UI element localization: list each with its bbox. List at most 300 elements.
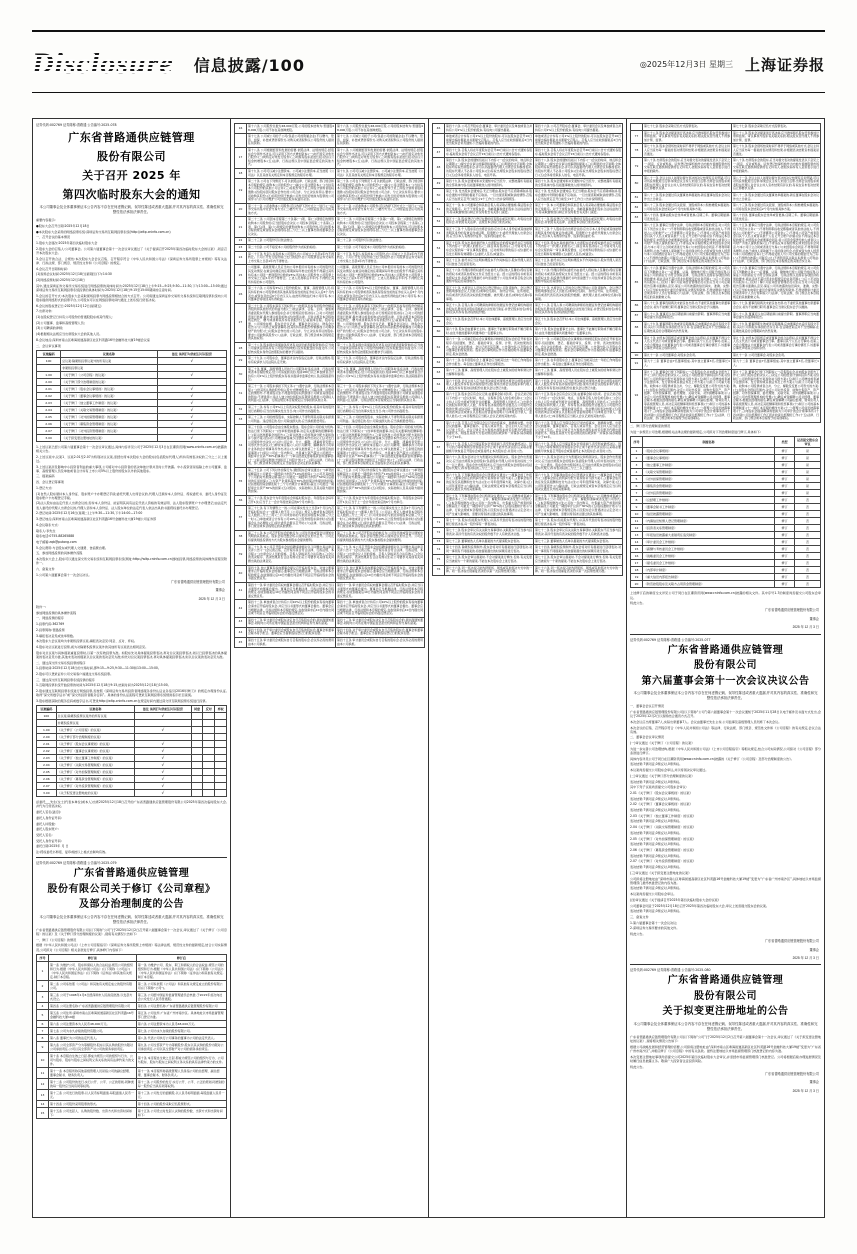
row-text-revised: 第二十九条 公司股东会、董事会决议内容违反法律、行政法规的,股东有权请求人民法院认定无效。 (336, 356, 425, 366)
table-cell (191, 734, 203, 741)
row-text-revised: 第八十八条 董事可以在任期届满以前提出辞职。董事辞职应当向董事会提交书面辞职报告。 (732, 311, 821, 321)
row-number: 84 (631, 223, 643, 266)
table-cell: 修订 (775, 574, 795, 581)
table-cell: 修订 (775, 532, 795, 539)
paragraph: 二、通过深交所交易系统投票的程序 (36, 660, 86, 665)
table-row (235, 342, 425, 356)
paragraph: ●股东大会召开日期:2025年12月18日 (36, 224, 90, 229)
row-text: 单独或者合计持有公司1%以上股份的股东,可以在股东会召开10日前提出临时提案并书面提交召集人。召集人应当在收到提案后2日内发出股东会补充通知,公告临时提案的内容。 (445, 134, 534, 148)
row-text: 第四十八条 股东会的通知包括以下内容:(一)会议的时间、地点和会议期限;(二)提交会议审议的事项和提案;(三)以明显的文字说明:全体股东均有权出席股东会,并可以书面委托代理人出席会议和参加表决,该股东代理人不必是公司股东;(四)有权出席股东会股东的股权登记日;(五)会务常设联系人姓名、电话号码。 (445, 158, 534, 179)
row-number: 70 (433, 493, 445, 518)
row-text: 第七十一条 股东(包括股东代理人)以其所代表的有表决权的股份数额行使表决权,每一股份享有一票表决权。 (445, 518, 534, 528)
table-cell (203, 748, 215, 755)
table-cell: 《关于修订〈对外投资管理制度〉的议案》 (56, 783, 135, 790)
paragraph: 表决结果:7票同意,0票反对,0票弃权。 (630, 819, 683, 824)
table-cell: 4 (37, 1002, 49, 1009)
row-text: 第十七条 公司或公司的子公司(包括公司的附属企业)不以赠与、垫资、担保、补偿或贷款等形式,对购买或者拟购买公司股份的人提供任何资助。 (247, 134, 336, 148)
table-cell: 10 (631, 511, 643, 518)
row-text: 第七十五条 股东会审议提案时,不会对提案进行修改,否则,有关变更应当被视为一个新的提案,不能在本次股东会上进行表决。 (445, 555, 534, 565)
row-number: 45 (235, 638, 247, 648)
table-row (37, 1002, 227, 1009)
row-text-revised: 第四十五条 审计委员会或股东自行召集的股东会,会议所必需的费用由本公司承担。 (336, 638, 425, 648)
table-row (433, 565, 623, 575)
row-text: 第六十八条 股东会决议分为普通决议和特别决议。股东会作出普通决议,应当由出席股东会的股东(包括股东代理人)所持表决权的二分之一以上通过。股东会作出特别决议,应当由出席股东会的股东(包括股东代理人)所持表决权的三分之二以上通过。 (445, 455, 534, 472)
announcement-1-title-line2: 股份有限公司 (97, 149, 166, 163)
announcement-3-title-line1: 广东省普路通供应链管理 (667, 644, 784, 656)
institutions-table (630, 436, 821, 588)
table-row (37, 1041, 227, 1052)
table-cell: √ (135, 762, 191, 769)
paragraph: 1.投票时间:2025年12月18日的交易时间,即9:15—9:25,9:30—11:30和13:00—15:00。 (36, 666, 161, 671)
masthead-right (640, 54, 825, 75)
paragraph: 2.01《关于修订〈股东会议事规则〉的议案》 (630, 790, 693, 795)
table-cell: 《关于修订部分治理制度的议案》 (56, 734, 135, 741)
row-text: 第二十一条 公司收购本公司股份,可以选择下列方式之一进行:(一)证券交易所集中竞价交易方式;(二)要约方式;(三)中国证监会认可的其他方式。 (247, 203, 336, 217)
table-cell: 修订 (775, 525, 795, 532)
table-cell: 是 (795, 469, 821, 476)
row-text-revised: 第六十九条 下列事项由股东会以普通决议通过:(一)董事会的工作报告;(二)董事会拟定的利润分配方案和弥补亏损方案;(三)董事会成员的任免及其报酬和支付方法;(四)公司年度预算方案、决算方案;(五)公司年度报告;(六)除法律、行政法规规定或者本章程规定应当以特别决议通过以外的其他事项。 (534, 472, 623, 493)
table-cell: 8 (631, 497, 643, 504)
row-number: 29 (235, 356, 247, 366)
paragraph: (3)公司聘请的律师; (36, 326, 64, 331)
row-text: 第四十九条 股东会通知和补充通知中应当充分、完整披露所有提案的全部具体内容,包括董事候选人的详细资料。 (445, 179, 534, 189)
table-cell: 修订 (775, 581, 795, 588)
row-text: 第五十九条 股东会召开时,本公司全体董事、高级管理人员应当出席会议。 (445, 316, 534, 326)
table-cell: 3 (631, 462, 643, 469)
table-cell (203, 720, 215, 727)
row-text: 第二十七条 公司股东享有下列权利:(一)依照其所持有的股份份额获得股利和其他形式的利益分配;(二)依法请求、召集、主持、参加或者委派股东代理人参加股东会,并行使相应的表决权;(三)对公司的经营进行监督,提出建议或者质询;(四)依照法律、行政法规及本章程的规定转让、赠与或质押其所持有的股份;(五)查阅本章程、股东名册、公司债券存根、股东会会议记录、董事会会议决议、财务会计报告;(六)公司终止或者清算时,按其所持有的股份份额参加公司剩余财产的分配;(七)对股东会作出的公司合并、分立决议持异议的股东,要求公司收购其股份;(八)法律、行政法规、部门规章或本章程规定的其他权利。 (247, 303, 336, 342)
table-cell: 修订 (775, 448, 795, 455)
table-row (235, 425, 425, 468)
row-text: 第三十一条 公司股东承担下列义务:(一)遵守法律、行政法规和本章程;(二)依其所认购的股份和入股方式缴纳股金;(三)除法律、法规规定的情形外,不得退股;(四)不得滥用股东权利损害公司或者其他股东的利益;不得滥用公司法人独立地位和股东有限责任损害公司债权人的利益;(五)法律、行政法规及本章程规定应当承担的其他义务。 (247, 384, 336, 405)
appendix-1-subtitle: 参加网络投票的具体操作流程 (36, 610, 77, 615)
table-row (235, 366, 425, 383)
row-text-revised: 第二十二条 公司因本章程第二十条第(一)项、第(二)项规定的情形收购本公司股份的,应当经股东会决议;公司因本章程第二十条第(三)项、第(五)项、第(六)项规定的情形收购本公司股份的,可以依照本章程的规定或者股东会的授权,经三分之二以上董事出席的董事会会议决议。 (336, 217, 425, 238)
row-number: 78 (631, 144, 643, 158)
security-code-line-4: 证券代码:002769 证券简称:普路通 公告编号:2025-080 (630, 968, 711, 973)
row-text-revised: 第四十二条 单独或者合计持有公司10%以上股份的股东有权向董事会请求召开临时股东会,并应当以书面形式向董事会提出。董事会应当根据法律、行政法规和本章程的规定,在收到请求后10日内提出同意或不同意召开临时股东会的书面反馈意见。 (336, 600, 425, 617)
row-number: 50 (433, 189, 445, 203)
table-cell: 13 (37, 1089, 49, 1100)
paragraph: 2.07《关于修订〈对外投资管理制度〉的议案》 (630, 859, 696, 864)
masthead-brand: Disclosure (32, 45, 180, 83)
table-cell: 第七条 公司为永久存续的股份有限公司。 (49, 1027, 137, 1034)
table-row (631, 448, 821, 455)
row-text-revised: 第八十三条 股东会通过有关派现、送股或资本公积转增股本提案的,公司将在股东会结束后2个月内实施具体方案。 (732, 203, 821, 213)
table-row (433, 545, 623, 555)
announcement-3-body (630, 704, 821, 936)
table-cell (215, 769, 227, 776)
paragraph: 表决结果:7票同意,0票反对,0票弃权。 (630, 853, 683, 858)
row-text: 第五十五条 委托书应当注明如果股东不作具体指示,股东代理人是否可以按自己的意思表决。 (445, 258, 534, 268)
row-number: 53 (433, 227, 445, 241)
table-row (37, 720, 227, 727)
row-text-revised: 第六十一条 公司制定股东会议事规则,详细规定股东会的召开和表决程序,包括通知、登记、提案的审议、投票、计票、表决结果的宣布、会议决议的形成、会议记录及其签署、公告等内容,以及股东会对董事会的授权原则。股东会议事规则应作为章程的附件,由董事会拟定,股东会批准。 (534, 337, 623, 358)
table-cell (215, 741, 227, 748)
table-row (433, 455, 623, 472)
paragraph: 三、备查文件 (630, 914, 649, 919)
paragraph: 委托人身份证号码: (36, 815, 62, 820)
table-cell (203, 790, 215, 797)
table-row (631, 124, 821, 131)
table-row (37, 427, 227, 434)
table-row (433, 285, 623, 302)
announcement-1-title-line3: 关于召开 2025 年 (82, 168, 181, 182)
table-row (433, 316, 623, 326)
charter-amendment-table (36, 954, 227, 1119)
paragraph: 广东省普路通供应链管理股份有限公司(以下简称“公司”)第六届董事会第十一次会议通知于2025年11月28日以电子邮件及书面方式发出,会议于2025年12月2日以现场结合通讯方式召开。 (630, 709, 821, 719)
paragraph: 2.登记时间:2025年12月16日(星期二)上午9:30—11:30,下午14:00—17:00 (36, 511, 143, 516)
paragraph: (4)根据相关法规应当出席股东大会的其他人员。 (36, 332, 103, 337)
paragraph: 5.会议的召开方式:本次股东大会采取现场投票与网络投票相结合的方式召开。公司将通过深圳证券交易所交易系统和互联网投票系统向公司股东提供网络形式的投票平台,公司股东可以在网络投票时间内通过上述系统行使表决权。 (36, 293, 227, 302)
table-cell: 2.02 (37, 748, 57, 755)
row-number: 18 (235, 168, 247, 178)
announcement-2-title-line2: 股份有限公司关于修订《公司章程》 (47, 883, 216, 895)
table-row (433, 268, 623, 285)
table-row (631, 574, 821, 581)
table-cell: 3.00 (37, 434, 61, 441)
signature-board-3: 董事会 (809, 947, 819, 952)
table-cell: 2.07 (37, 783, 57, 790)
table-row (433, 227, 623, 241)
paragraph: 7.出席对象: (36, 309, 53, 314)
proposal-table-1-body (37, 357, 227, 441)
row-number: 65 (433, 392, 445, 420)
table-row (631, 546, 821, 553)
table-row (37, 1107, 227, 1118)
row-text: 第七十七条 股东会采取记名方式投票表决。 (643, 124, 732, 131)
row-text: 第五十条 发出股东会通知后,无正当理由,股东会不应延期或取消,股东会通知中列明的提案不应取消。一旦出现延期或取消的情形,召集人应当在原定召开日前至少2个工作日公告并说明原因。 (445, 189, 534, 203)
row-text-revised: 第七十八条 股东会对提案进行表决前,应当推举两名股东代表参加计票和监票。审议事项与股东有关联关系的,相关股东及代理人不得参加计票、监票。 (732, 130, 821, 144)
proposal-table-1 (36, 350, 227, 442)
table-row (235, 238, 425, 245)
table-row (235, 168, 425, 178)
masthead-section-label: 信息披露 (193, 55, 262, 75)
table-cell (203, 783, 215, 790)
table-row (631, 511, 821, 518)
row-text-revised: 第三十四条 公司股东会由全体股东组成。股东会是公司的权力机构,依法行使下列职权:(一)选举和更换董事,决定有关董事的报酬事项;(二)审议批准董事会的报告;(三)审议批准公司的利润分配方案和弥补亏损方案;(四)对公司增加或者减少注册资本作出决议;(五)对发行公司债券作出决议;(六)对公司合并、分立、解散、清算或者变更公司形式作出决议;(七)修改本章程;(八)对公司聘用、解聘承办公司审计业务的会计师事务所作出决议;(九)审议批准第三十五条规定的担保事项;(十)审议公司在一年内购买、出售重大资产超过公司最近一期经审计总资产30%的事项;(十一)审议批准变更募集资金用途事项;(十二)审议股权激励计划和员工持股计划;(十三)审议法律、行政法规、部门规章或本章程规定应当由股东会决定的其他事项。 (336, 425, 425, 468)
table-header-cell: 议案编码 (37, 706, 57, 713)
row-number: 30 (235, 366, 247, 383)
table-row (37, 1009, 227, 1020)
row-number: 68 (433, 455, 445, 472)
table-row (433, 472, 623, 493)
row-number: 48 (433, 158, 445, 179)
table-cell: 2.00 (37, 378, 61, 385)
row-text: 第五十七条 出席会议人员的会议登记册由公司负责制作。会议登记册载明参加会议人员姓名(或单位名称)、身份证号码、住所地址、持有或者代表有表决权的股份数额、被代理人姓名(或单位名称)等事项。 (445, 285, 534, 302)
table-cell: 非累积投票议案 (61, 364, 158, 371)
row-text-revised: 第二十四条 公司不接受本公司的股份作为质权的标的。 (336, 245, 425, 252)
column-1 (33, 119, 231, 1217)
paragraph: 4.股东对总议案进行投票,视为对除累积投票议案外的其他所有议案表达相同意见。 (36, 644, 149, 649)
row-text: 第七十八条 股东会对提案进行表决前,应当推举两名股东代表参加计票和监票。审议事项与股东有关联关系的,相关股东及代理人不得参加计票、监票。 (643, 130, 732, 144)
security-code-line: 证券代码:002769 证券简称:普路通 公告编号:2025-078 (36, 123, 117, 127)
table-row (37, 734, 227, 741)
table-cell: 3.00 (37, 790, 57, 797)
row-text-revised: 第五十一条 本公司董事会和其他召集人将采取必要措施,保证股东会的正常秩序。对于干扰股东会、寻衅滋事和侵犯股东合法权益的行为,将采取措施加以制止并及时报告有关部门查处。 (534, 203, 623, 217)
row-text-revised: 单独或者合计持有公司1%以上股份的股东,可以在股东会召开10日前提出临时提案并书面提交召集人。召集人应当在收到提案后2日内发出股东会补充通知,公告临时提案的内容。 (534, 134, 623, 148)
table-row (235, 286, 425, 303)
table-row (235, 356, 425, 366)
announcement-2-closing: 特此公告。 (630, 601, 646, 606)
paragraph: 1.公司第六届董事会第十一次会议决议。 (36, 572, 92, 577)
row-text-revised: 第五十二条 股权登记日登记在册的所有股东或其代理人,均有权出席股东会,并依照有关法律、法规及本章程行使表决权。 (534, 216, 623, 226)
paragraph: (三)审议通过《关于拟变更注册地址的议案》 (630, 870, 692, 875)
table-cell: √ (157, 406, 226, 413)
paragraph: (二)审议通过《关于修订部分治理制度的议案》 (630, 773, 695, 778)
row-text-revised: 第十六条 公司股份总数为48,000万股,公司的股本结构为:普通股48,000万股,公司不存在其他种类股。 (336, 124, 425, 134)
row-text-revised: 第五十五条 委托书应当注明如果股东不作具体指示,股东代理人是否可以按自己的意思表决。 (534, 258, 623, 268)
row-number: 92 (631, 369, 643, 422)
table-row (433, 327, 623, 337)
table-row (235, 203, 425, 217)
table-cell: 6 (37, 1020, 49, 1027)
row-text-revised: 第七十四条 除累积投票制外,股东会将对所有提案进行逐项表决,对同一事项有不同提案的,将按提案提出的时间顺序进行表决。 (534, 545, 623, 555)
table-cell: 《关于修订〈对外投资管理制度〉的议案》 (61, 427, 158, 434)
row-text-revised: 第八十七条 董事连续两次未能亲自出席,也不委托其他董事出席董事会会议,视为不能履行职责,董事会应当建议股东会予以撤换。 (732, 301, 821, 311)
table-cell: 修订 (775, 567, 795, 574)
table-row (433, 420, 623, 441)
table-cell: 第一条 为维护公司、股东和债权人的合法权益,规范公司的组织和行为,根据《中华人民共和国公司法》(以下简称《公司法》)《中华人民共和国证券法》(以下简称《证券法》)和其他有关规定,制订本章程。 (49, 961, 137, 980)
table-row (631, 335, 821, 352)
table-cell: 16 (631, 553, 643, 560)
row-text: 第七十四条 除累积投票制外,股东会将对所有提案进行逐项表决,对同一事项有不同提案的,将按提案提出的时间顺序进行表决。 (445, 545, 534, 555)
table-row (433, 124, 623, 134)
table-cell: 1 (37, 961, 49, 980)
paragraph: 表决结果:7票同意,0票反对,0票弃权。 (630, 762, 683, 767)
row-text: 第八十八条 董事可以在任期届满以前提出辞职。董事辞职应当向董事会提交书面辞职报告。 (643, 311, 732, 321)
table-cell: 第六条 公司注册资本为人民币48,000万元。 (136, 1020, 226, 1027)
table-cell: 《关于拟变更注册地址的议案》 (61, 434, 158, 441)
table-row (235, 565, 425, 582)
table-cell: 第四条 公司注册名称:广东省普路通供应链管理股份有限公司 (136, 1002, 226, 1009)
table-cell: 第十三条 公司发行的面额股,以人民币标明面值,每股面值人民币一元。 (137, 1090, 225, 1099)
row-number: 49 (433, 179, 445, 189)
announcement-3-title-line2: 股份有限公司 (694, 660, 757, 672)
paragraph: 4.会议召开日期和时间: (36, 266, 68, 271)
table-row (235, 134, 425, 148)
paragraph: 委托日期:2025年 月 日 (36, 844, 69, 849)
row-text-revised: 第三十八条 本公司召开股东会的地点为:公司住所地或者会议通知中列明的其他地点。股东会将设置会场,以现场会议形式召开。公司还将提供网络投票的方式为股东参加股东会提供便利。 (336, 530, 425, 544)
row-text: 第八十一条 会议主持人如果对提交表决的决议结果有任何怀疑,可以对所投票数进行点票;如果会议主持人未进行点票,出席会议的股东或者股东代理人对会议主持人宣布结果有异议的,有权在宣布表决结果后立即要求点票。 (643, 175, 732, 192)
paragraph: 1.互联网投票系统开始投票的时间为2025年12月18日9:15,结束时间为2025年12月18日15:00。 (36, 683, 171, 688)
paragraph: 本次会议的召集、召开程序符合《中华人民共和国公司法》等法律、行政法规、部门规章、规范性文件和《公司章程》的有关规定,会议合法有效。 (630, 725, 821, 734)
row-text: 第四十二条 单独或者合计持有公司10%以上股份的股东有权向董事会请求召开临时股东会,并应当以书面形式向董事会提出。董事会应当根据法律、行政法规和本章程的规定,在收到请求后10日内提出同意或不同意召开临时股东会的书面反馈意见。 (247, 600, 336, 617)
paragraph: 2.05《关于修订〈对外担保管理制度〉的议案》 (630, 836, 696, 841)
paragraph: 一、召开会议的基本情况 (36, 235, 71, 240)
row-number: 80 (631, 175, 643, 192)
row-text: 第八十六条 董事应当遵守法律、行政法规和本章程的规定,对公司负有下列勤勉义务:(一)应谨慎、认真、勤勉地行使公司赋予的权利,以保证公司的商业行为符合国家法律、行政法规以及国家各项经济政策的要求,商业活动不超过营业执照规定的业务范围;(二)应公平对待所有股东;(三)及时了解公司业务经营管理状况;(四)应当对公司定期报告签署书面确认意见,保证公司所披露的信息真实、准确、完整;(五)应当如实向审计委员会提供有关情况和资料,不得妨碍审计委员会或者审计人员行使职权;(六)法律、行政法规、部门规章及本章程规定的其他勤勉义务。 (643, 266, 732, 301)
row-text-revised: 第三十一条 公司股东承担下列义务:(一)遵守法律、行政法规和本章程;(二)依其所认购的股份和入股方式缴纳股金;(三)除法律、法规规定的情形外,不得退股;(四)不得滥用股东权利损害公司或者其他股东的利益;不得滥用公司法人独立地位和股东有限责任损害公司债权人的利益;(五)法律、行政法规及本章程规定应当承担的其他义务。 (336, 384, 425, 405)
masthead-date: ◎2025年12月3日 星期三 (639, 59, 733, 69)
table-cell: 2.07 (37, 427, 61, 434)
row-text: 第八十五条 董事应当遵守法律、行政法规和本章程的规定,对公司负有下列忠实义务:(一)不得利用职权收受贿赂或者其他非法收入,不得侵占公司的财产;(二)不得挪用公司资金;(三)不得将公司资产或者资金以其个人名义或者其他个人名义开立账户存储;(四)不得违反本章程的规定,未经股东会或董事会同意,将公司资金借贷给他人或者以公司财产为他人提供担保;(五)不得违反本章程的规定或未经股东会同意,与本公司订立合同或者进行交易;(六)未经股东会同意,不得利用职务便利,为自己或他人谋取属于公司的商业机会,自营或者为他人经营与本公司同类的业务;(七)不得接受他人与公司交易的佣金归为己有;(八)不得擅自披露公司秘密;(九)不得利用其关联关系损害公司利益;(十)法律、行政法规、部门规章及本章程规定的其他忠实义务。 (643, 223, 732, 266)
row-number (631, 124, 643, 131)
row-text: 第五十二条 股权登记日登记在册的所有股东或其代理人,均有权出席股东会,并依照有关法律、法规及本章程行使表决权。 (445, 216, 534, 226)
table-cell: 2.04 (37, 762, 57, 769)
paragraph: 为进一步完善公司治理结构,根据《中华人民共和国公司法》《上市公司章程指引》等相关规定,结合公司实际情况,公司拟对《公司章程》部分条款进行修订。 (630, 746, 821, 756)
table-cell: 17 (631, 560, 643, 567)
row-number: 32 (235, 405, 247, 415)
table-cell: 第十一条 本章程所称其他高级管理人员是指公司的副总经理、董事会秘书、财务负责人。 (49, 1067, 137, 1078)
row-text-revised: 第二十一条 公司收购本公司股份,可以选择下列方式之一进行:(一)证券交易所集中竞价交易方式;(二)要约方式;(三)中国证监会认可的其他方式。 (336, 203, 425, 217)
row-number: 89 (631, 335, 643, 352)
row-number: 25 (235, 265, 247, 286)
table-row (37, 776, 227, 783)
table-cell: 是 (795, 448, 821, 455)
paragraph: 3.会议召开的合法、合规性:本次股东大会会议召集、召开程序符合《中华人民共和国公司法》《深圳证券交易所股票上市规则》等有关法律、行政法规、部门规章、规范性文件和《公司章程》的规定。 (36, 256, 227, 265)
row-number: 28 (235, 342, 247, 356)
row-text-revised: 第三十九条 本公司召开股东会时将聘请律师对以下问题出具法律意见并公告:(一)会议的召集、召开程序是否符合法律、行政法规、本章程;(二)出席会议人员的资格、召集人资格是否合法有效;(三)会议的表决程序、表决结果是否合法有效;(四)应公司要求对其他有关问题出具的法律意见。 (336, 544, 425, 565)
row-text-revised: 第五十八条 召集人和公司聘请的律师将依据证券登记结算机构提供的股东名册共同对股东资格的合法性进行验证,并登记股东姓名(或名称)及其所持有表决权的股份数。 (534, 303, 623, 317)
table-row (631, 311, 821, 321)
row-number: 62 (433, 358, 445, 368)
row-text-revised: 第五十四条 股东出具的委托他人出席股东会的授权委托书应当载明下列内容:(一)代理人的姓名;(二)是否具有表决权;(三)分别对列入股东会议程的每一审议事项投赞成、反对或弃权票的指示;(四)委托书签发日期和有效期限;(五)委托人签名(或盖章)。 (534, 240, 623, 257)
paragraph: 根据公司战略发展和经营管理的需要,公司拟将注册地址由“深圳市南山区粤海街道高新区社区科苑路16号金融科技大厦19楼”变更为“广东省广州市南沙区”,并相应修订《公司章程》中的有关条款。最终注册地址以市场监督管理部门核准登记的内容为准。 (630, 1044, 821, 1054)
table-cell: 否 (795, 553, 821, 560)
table-cell: 2.03 (37, 399, 61, 406)
table-cell: 2 (37, 980, 49, 991)
row-number: 51 (433, 203, 445, 217)
table-row (631, 359, 821, 369)
table-header-cell: 议案名称 (56, 706, 135, 713)
table-cell: 否 (795, 546, 821, 553)
paragraph: 1.上述议案已经公司第六届董事会第十一次会议审议通过,具体内容详见公司于2025年12月3日在巨潮资讯网(www.cninfo.com.cn)披露的相关公告。 (36, 444, 227, 453)
table-row (433, 518, 623, 528)
row-number: 52 (433, 216, 445, 226)
paragraph: 联系人:李先生 (36, 528, 56, 533)
row-text-revised: 第九十一条 公司设董事会,对股东会负责。 (732, 352, 821, 359)
row-text-revised: 第四十八条 股东会的通知包括以下内容:(一)会议的时间、地点和会议期限;(二)提交会议审议的事项和提案;(三)以明显的文字说明:全体股东均有权出席股东会,并可以书面委托代理人出席会议和参加表决,该股东代理人不必是公司股东;(四)有权出席股东会股东的股权登记日;(五)会务常设联系人姓名、电话号码。 (534, 158, 623, 179)
table-cell: 7 (37, 1027, 49, 1034)
announcement-1-notice: 本公司董事会及全体董事保证本公告内容不存在任何虚假记载、误导性陈述或者重大遗漏,并对其内容的真实性、准确性和完整性依法承担法律责任。 (39, 205, 224, 215)
row-text: 第三十五条 公司下列对外担保行为,须经股东会审议通过:(一)单笔担保额超过公司最近一期经审计净资产10%的担保;(二)公司及其控股子公司的对外担保总额,超过公司最近一期经审计净资产50%以后提供的任何担保;(三)为资产负债率超过70%的担保对象提供的担保;(四)按照担保金额连续十二个月内累计计算原则,超过公司最近一期经审计总资产30%的担保;(五)对股东、实际控制人及其关联方提供的担保。 (247, 467, 336, 495)
appendix-1-title: 附件一: (36, 605, 47, 610)
row-text: 第三十九条 本公司召开股东会时将聘请律师对以下问题出具法律意见并公告:(一)会议的召集、召开程序是否符合法律、行政法规、本章程;(二)出席会议人员的资格、召集人资格是否合法有效;(三)会议的表决程序、表决结果是否合法有效;(四)应公司要求对其他有关问题出具的法律意见。 (247, 544, 336, 565)
table-row (37, 1078, 227, 1089)
paragraph: ●本次股东大会采用的网络投票系统:深圳证券交易所互联网投票系统(http://wltp.cninfo.com.cn) (36, 229, 171, 234)
table-row (37, 357, 227, 364)
table-row (37, 741, 227, 748)
institutions-note: 上述修订后的制度全文详见公司于同日在巨潮资讯网(www.cninfo.com.cn)披露的相关文件。其中序号1-7的制度尚需提交公司股东会审议。 (630, 591, 821, 600)
table-cell: 是 (795, 490, 821, 497)
table-cell: 修订 (775, 560, 795, 567)
table-cell (203, 713, 215, 720)
announcement-1-body (36, 218, 227, 347)
row-text: 第六十九条 下列事项由股东会以普通决议通过:(一)董事会的工作报告;(二)董事会拟定的利润分配方案和弥补亏损方案;(三)董事会成员的任免及其报酬和支付方法;(四)公司年度预算方案、决算方案;(五)公司年度报告;(六)除法律、行政法规规定或者本章程规定应当以特别决议通过以外的其他事项。 (445, 472, 534, 493)
table-cell: 否 (795, 497, 821, 504)
table-header-cell: 是否提交股东会审议 (795, 437, 821, 448)
table-cell (203, 776, 215, 783)
paragraph: 股东对总议案与具体提案重复投票时,以第一次有效投票为准。如股东先对具体提案投票表决,再对总议案投票表决,则以已投票表决的具体提案的表决意见为准,其他未表决的提案以总议案的表决意见为准;如先对总议案投票表决,再对具体提案投票表决,则以总议案的表决意见为准。 (36, 650, 227, 659)
table-cell: 20 (631, 581, 643, 588)
row-text: 第四十七条 召集人将在年度股东会召开20日前以公告方式通知各股东,临时股东会将于会议召开15日前以公告方式通知各股东。 (445, 147, 534, 157)
paragraph: 4.会议联系方式: (36, 522, 59, 527)
table-row (235, 506, 425, 531)
table-cell: 8 (37, 1034, 49, 1041)
table-cell: √ (135, 727, 191, 734)
signature-board-4: 董事会 (809, 1080, 819, 1085)
table-row (37, 420, 227, 427)
masthead-page-label: /100 (261, 55, 305, 75)
table-cell: 否 (795, 532, 821, 539)
row-text: 第三十七条 有下列情形之一的,公司在事实发生之日起2个月以内召开临时股东会:(一)董事人数不足《公司法》规定人数或者本章程所定人数的三分之二时;(二)公司未弥补的亏损达实收股本总额三分之一时;(三)单独或者合计持有公司10%以上股份的股东请求时;(四)董事会认为必要时;(五)审计委员会提议召开时;(六)法律、行政法规、部门规章或本章程规定的其他情形。 (247, 506, 336, 531)
announcement-3-notice: 本公司董事会及全体董事保证本公告内容不存在任何虚假记载、误导性陈述或者重大遗漏,并对其内容的真实性、准确性和完整性依法承担法律责任。 (633, 691, 818, 701)
security-code-line-3: 证券代码:002769 证券简称:普路通 公告编号:2025-077 (630, 637, 711, 642)
table-cell (191, 748, 203, 755)
table-row (37, 769, 227, 776)
row-text: 第五十八条 召集人和公司聘请的律师将依据证券登记结算机构提供的股东名册共同对股东资格的合法性进行验证,并登记股东姓名(或名称)及其所持有表决权的股份数。 (445, 303, 534, 317)
table-row (37, 399, 227, 406)
row-text: 第二十二条 公司因本章程第二十条第(一)项、第(二)项规定的情形收购本公司股份的,应当经股东会决议;公司因本章程第二十条第(三)项、第(五)项、第(六)项规定的情形收购本公司股份的,可以依照本章程的规定或者股东会的授权,经三分之二以上董事出席的董事会会议决议。 (247, 217, 336, 238)
table-cell (215, 790, 227, 797)
paragraph: 具体内容详见公司于同日在巨潮资讯网(www.cninfo.com.cn)披露的《关于修订〈公司章程〉及部分治理制度的公告》。 (630, 756, 794, 761)
institutions-section-intro: 为进一步规范公司治理,根据相关法律法规的最新规定,公司拟对下列治理制度进行修订,具体如下: (630, 430, 761, 435)
table-row (37, 1067, 227, 1078)
table-row (433, 303, 623, 317)
row-number: 40 (235, 565, 247, 582)
table-row (631, 490, 821, 497)
table-header-row (37, 706, 227, 713)
table-cell: 1.00 (37, 371, 61, 378)
table-cell: 2.01 (37, 385, 61, 392)
table-cell (191, 776, 203, 783)
table-row (235, 467, 425, 495)
paragraph: 兹委托___先生(女士)代表本单位(或本人)出席2025年12月18日召开的广东省普路通供应链管理股份有限公司2025年第四次临时股东大会,并代为行使表决权。 (36, 800, 227, 809)
masthead-bottom-rule (32, 92, 825, 93)
paragraph: 特此公告。 (630, 1064, 646, 1069)
column-2 (231, 119, 429, 1217)
row-number: 19 (235, 179, 247, 204)
table-cell (215, 727, 227, 734)
table-cell: 《关于修订〈独立董事工作制度〉的议案》 (61, 399, 158, 406)
table-row (235, 265, 425, 286)
table-cell: 《董事会秘书工作制度》 (643, 504, 775, 511)
row-text-revised: 第三十三条 公司的控股股东、实际控制人不得利用其关联关系损害公司利益。违反规定的,给公司造成损失的,应当承担赔偿责任。 (336, 415, 425, 425)
row-text-revised: 第七十六条 同一表决权只能选择现场、网络或其他表决方式中的一种。同一表决权出现重复表决的以第一次投票结果为准。 (534, 565, 623, 575)
announcement-2-title-line1: 广东省普路通供应链管理 (73, 868, 190, 880)
paragraph: 广东省普路通供应链管理股份有限公司(以下简称“公司”)于2025年12月2日召开第六届董事会第十一次会议,审议通过了《关于修订〈公司章程〉的议案》及《关于修订部分治理制度的议案》,现将有关情况公告如下: (36, 927, 227, 936)
paragraph: 受托人身份证号码: (36, 838, 62, 843)
row-number: 76 (433, 565, 445, 575)
table-row (631, 203, 821, 213)
row-text-revised: 第三十六条 股东会分为年度股东会和临时股东会。年度股东会每年召开1次,应当于上一会计年度结束后的6个月内举行。 (336, 496, 425, 506)
table-cell (215, 720, 227, 727)
table-cell: √ (157, 371, 226, 378)
row-text: 第九十二条 董事会由7名董事组成,其中独立董事3名,设董事长1人。 (643, 359, 732, 369)
row-text: 第六十三条 董事、高级管理人员在股东会上就股东的质询和建议作出解释和说明。 (445, 368, 534, 378)
row-text-revised: 第三十七条 有下列情形之一的,公司在事实发生之日起2个月以内召开临时股东会:(一)董事人数不足《公司法》规定人数或者本章程所定人数的三分之二时;(二)公司未弥补的亏损达实收股本总额三分之一时;(三)单独或者合计持有公司10%以上股份的股东请求时;(四)董事会认为必要时;(五)审计委员会提议召开时;(六)法律、行政法规、部门规章或本章程规定的其他情形。 (336, 506, 425, 531)
table-cell: 《对外投资管理制度》 (643, 490, 775, 497)
table-row (235, 582, 425, 599)
table-header-cell: 制度名称 (643, 437, 775, 448)
row-text: 第七十条 下列事项由股东会以特别决议通过:(一)公司增加或者减少注册资本;(二)公司的分立、合并、解散和清算或者变更公司形式;(三)本章程的修改;(四)公司在一年内购买、出售重大资产或者担保金额超过公司最近一期经审计总资产30%的;(五)股权激励计划;(六)法律、行政法规或本章程规定的,以及股东会以普通决议认定会对公司产生重大影响的、需要以特别决议通过的其他事项。 (445, 493, 534, 518)
table-cell: 第十二条 公司股份的发行,实行公开、公平、公正的原则,同类别的每一股份应当具有同等权利。 (137, 1079, 225, 1088)
table-row (235, 530, 425, 544)
table-cell: 2.01 (37, 741, 57, 748)
table-cell (215, 734, 227, 741)
table-row (37, 755, 227, 762)
row-text: 第六十条 股东会由董事长主持。董事长不能履行职务或不履行职务时,由过半数的董事共同推举的一名董事主持。 (445, 327, 534, 337)
table-cell: 第六条 公司注册资本为人民币48,000万元。 (49, 1020, 137, 1027)
table-cell: 1 (631, 448, 643, 455)
paragraph: 表决结果:7票同意,0票反对,0票弃权。 (630, 830, 683, 835)
paragraph: 3.填报表决意见或选举票数。 (36, 633, 77, 638)
table-cell (157, 364, 226, 371)
table-cell: 第四条 公司注册名称:广东省普路通供应链管理股份有限公司 (49, 1002, 137, 1009)
table-cell: 否 (795, 560, 821, 567)
row-text: 第四十三条 审计委员会或股东决定自行召集股东会的,须书面通知董事会,同时向公司所在地中国证监会派出机构和证券交易所备案。 (247, 617, 336, 627)
